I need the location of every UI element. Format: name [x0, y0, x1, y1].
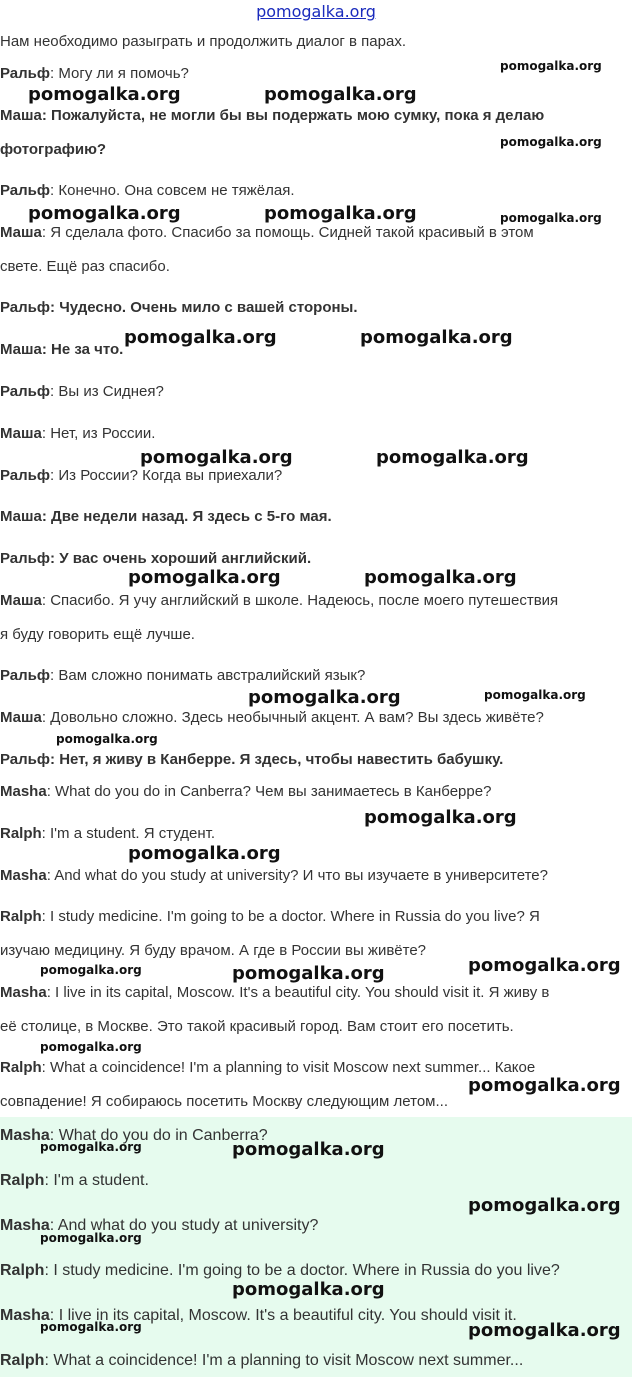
dialog-text: : What a coincidence! I'm a planning to visit Moscow next summer... Какое — [41, 1059, 536, 1076]
dialog-line — [0, 181, 632, 201]
highlight-line — [0, 1261, 632, 1281]
dialog-text: : I live in its capital, Moscow. It's a beautiful city. You should visit it. Я живу в — [46, 984, 550, 1001]
watermark: pomogalka.org — [40, 1320, 142, 1334]
dialog-text: : What a coincidence! I'm a planning to visit Moscow next summer... — [44, 1352, 524, 1369]
dialog-text: : I live in its capital, Moscow. It's a beautiful city. You should visit it. — [49, 1307, 517, 1324]
dialog-line — [0, 140, 632, 160]
speaker-name: Ральф — [0, 751, 51, 768]
dialog-line — [0, 591, 632, 611]
dialog-text: : Конечно. Она совсем не тяжёлая. — [50, 182, 295, 199]
highlight-line — [0, 1351, 632, 1371]
speaker-name: Маша — [0, 341, 42, 358]
speaker-name: Ralph — [0, 825, 42, 842]
highlight-line — [0, 1216, 632, 1236]
dialog-line — [0, 708, 632, 728]
dialog-text: : What do you do in Canberra? — [49, 1127, 268, 1144]
dialog-text: : Из России? Когда вы приехали? — [50, 467, 283, 484]
dialog-text: : Нет, я живу в Канберре. Я здесь, чтобы навестить бабушку. — [50, 751, 504, 768]
watermark: pomogalka.org — [364, 567, 517, 588]
speaker-name: Masha — [0, 1127, 50, 1144]
speaker-name: Masha — [0, 867, 47, 884]
speaker-name: Ральф — [0, 383, 51, 400]
dialog-line — [0, 1058, 632, 1078]
dialog-text: я буду говорить ещё лучше. — [0, 626, 195, 643]
dialog-line — [0, 824, 632, 844]
watermark: pomogalka.org — [232, 963, 385, 984]
highlight-line — [0, 1306, 632, 1326]
dialog-text: : Я сделала фото. Спасибо за помощь. Сидней такой красивый в этом — [41, 224, 534, 241]
dialog-line — [0, 257, 632, 277]
dialog-text: её столице, в Москве. Это такой красивый город. Вам стоит его посетить. — [0, 1018, 514, 1035]
dialog-text: : Пожалуйста, не могли бы вы подержать мою сумку, пока я делаю — [41, 107, 545, 124]
speaker-name: Маша — [0, 709, 42, 726]
speaker-name: Ralph — [0, 908, 42, 925]
dialog-text: : I study medicine. I'm going to be a doctor. Where in Russia do you live? Я — [41, 908, 540, 925]
dialog-text: совпадение! Я собираюсь посетить Москву следующим летом... — [0, 1093, 448, 1110]
speaker-name: Ральф — [0, 550, 51, 567]
site-link[interactable]: pomogalka.org — [256, 2, 376, 21]
dialog-line — [0, 298, 632, 318]
dialog-line — [0, 983, 632, 1003]
watermark: pomogalka.org — [40, 1231, 142, 1245]
highlight-line — [0, 1126, 632, 1146]
dialog-line — [0, 782, 632, 802]
watermark: pomogalka.org — [468, 1195, 621, 1216]
speaker-name: Ральф — [0, 182, 51, 199]
watermark: pomogalka.org — [232, 1139, 385, 1160]
watermark: pomogalka.org — [264, 203, 417, 224]
watermark: pomogalka.org — [40, 1040, 142, 1054]
watermark: pomogalka.org — [376, 447, 529, 468]
watermark: pomogalka.org — [232, 1279, 385, 1300]
dialog-line — [0, 907, 632, 927]
speaker-name: Masha — [0, 1307, 50, 1324]
speaker-name: Маша — [0, 592, 42, 609]
dialog-text: фотографию? — [0, 141, 107, 158]
dialog-text: : Вам сложно понимать австралийский язык? — [50, 667, 366, 684]
dialog-text: : Спасибо. Я учу английский в школе. Надеюсь, после моего путешествия — [41, 592, 559, 609]
speaker-name: Masha — [0, 783, 47, 800]
dialog-line — [0, 424, 632, 444]
dialog-text: : I study medicine. I'm going to be a doctor. Where in Russia do you live? — [44, 1262, 560, 1279]
watermark: pomogalka.org — [40, 1140, 142, 1154]
speaker-name: Ralph — [0, 1059, 42, 1076]
dialog-line — [0, 507, 632, 527]
dialog-line — [0, 64, 632, 84]
watermark: pomogalka.org — [248, 687, 401, 708]
dialog-line — [0, 223, 632, 243]
dialog-text: : Не за что. — [41, 341, 124, 358]
watermark: pomogalka.org — [360, 327, 513, 348]
speaker-name: Маша — [0, 508, 42, 525]
dialog-text: : У вас очень хороший английский. — [50, 550, 312, 567]
watermark: pomogalka.org — [28, 84, 181, 105]
dialog-line — [0, 625, 632, 645]
dialog-text: : I'm a student. — [44, 1172, 149, 1189]
speaker-name: Ральф — [0, 299, 51, 316]
dialog-line — [0, 340, 632, 360]
dialog-line — [0, 941, 632, 961]
intro-text: Нам необходимо разыграть и продолжить диалог в парах. — [0, 33, 407, 50]
dialog-text: : What do you do in Canberra? Чем вы занимаетесь в Канберре? — [46, 783, 492, 800]
watermark: pomogalka.org — [124, 327, 277, 348]
highlight-block — [0, 1117, 632, 1377]
dialog-line — [0, 549, 632, 569]
watermark: pomogalka.org — [500, 135, 602, 149]
dialog-line — [0, 750, 632, 770]
speaker-name: Ральф — [0, 65, 51, 82]
speaker-name: Ральф — [0, 667, 51, 684]
watermark: pomogalka.org — [364, 807, 517, 828]
dialog-line — [0, 666, 632, 686]
speaker-name: Ralph — [0, 1352, 45, 1369]
dialog-text: : And what do you study at university? И что вы изучаете в университете? — [46, 867, 548, 884]
dialog-line — [0, 382, 632, 402]
speaker-name: Ralph — [0, 1172, 45, 1189]
watermark: pomogalka.org — [468, 1320, 621, 1341]
speaker-name: Маша — [0, 425, 42, 442]
speaker-name: Маша — [0, 107, 42, 124]
dialog-text: : Вы из Сиднея? — [50, 383, 164, 400]
watermark: pomogalka.org — [40, 963, 142, 977]
highlight-line — [0, 1171, 632, 1191]
speaker-name: Ральф — [0, 467, 51, 484]
speaker-name: Masha — [0, 1217, 50, 1234]
watermark: pomogalka.org — [500, 211, 602, 225]
dialog-line — [0, 466, 632, 486]
watermark: pomogalka.org — [468, 955, 621, 976]
dialog-line — [0, 106, 632, 126]
dialog-line — [0, 866, 632, 886]
dialog-text: : I'm a student. Я студент. — [41, 825, 216, 842]
watermark: pomogalka.org — [500, 59, 602, 73]
dialog-text: : Могу ли я помочь? — [50, 65, 189, 82]
watermark: pomogalka.org — [484, 688, 586, 702]
watermark: pomogalka.org — [264, 84, 417, 105]
dialog-line — [0, 1017, 632, 1037]
watermark: pomogalka.org — [28, 203, 181, 224]
speaker-name: Masha — [0, 984, 47, 1001]
speaker-name: Ralph — [0, 1262, 45, 1279]
dialog-text: : Две недели назад. Я здесь с 5-го мая. — [41, 508, 332, 525]
watermark: pomogalka.org — [56, 732, 158, 746]
watermark: pomogalka.org — [468, 1075, 621, 1096]
dialog-line — [0, 1092, 632, 1112]
dialog-text: : Нет, из России. — [41, 425, 156, 442]
watermark: pomogalka.org — [128, 567, 281, 588]
dialog-text: : And what do you study at university? — [49, 1217, 319, 1234]
dialog-text: : Довольно сложно. Здесь необычный акцент. А вам? Вы здесь живёте? — [41, 709, 544, 726]
dialog-text: : Чудесно. Очень мило с вашей стороны. — [50, 299, 358, 316]
watermark: pomogalka.org — [140, 447, 293, 468]
speaker-name: Маша — [0, 224, 42, 241]
dialog-text: изучаю медицину. Я буду врачом. А где в России вы живёте? — [0, 942, 427, 959]
watermark: pomogalka.org — [128, 843, 281, 864]
dialog-text: свете. Ещё раз спасибо. — [0, 258, 170, 275]
